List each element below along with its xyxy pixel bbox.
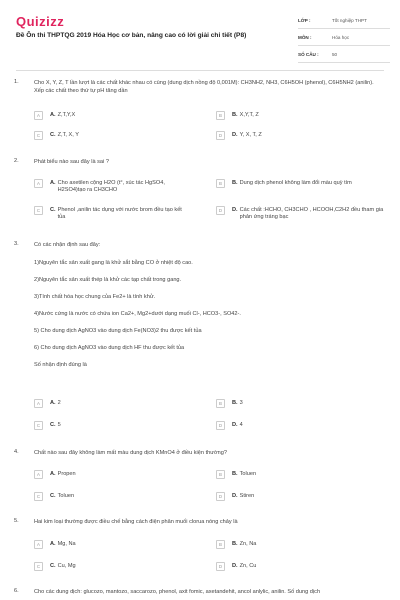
- option-letter-box: B: [216, 540, 225, 549]
- option-c[interactable]: [34, 493, 184, 501]
- option-label: C.: [50, 422, 56, 428]
- question-text: Chất nào sau đây không làm mất màu dung dịch KMnO4 ở điều kiện thường?: [34, 450, 227, 456]
- statement-line: 4)Nước cứng là nước có chứa ion Ca2+, Mg2+dưới dạng muối Cl-, HCO3-, SO42-.: [34, 311, 241, 317]
- option-letter-box: D: [216, 492, 225, 501]
- statement-line: 3)Tính chất hóa học chung của Fe2+ là tính khử.: [34, 294, 156, 300]
- option-letter-box: B: [216, 179, 225, 188]
- option-label: C.: [50, 493, 56, 499]
- meta-key: LỚP :: [298, 17, 311, 23]
- option-text: Zn, Cu: [239, 563, 257, 569]
- option-d[interactable]: [216, 422, 376, 430]
- option-text: Stiren: [239, 493, 255, 499]
- option-label: B.: [232, 112, 238, 118]
- option-letter-box: A: [34, 179, 43, 188]
- option-letter-box: A: [34, 111, 43, 120]
- option-label: C.: [50, 563, 56, 569]
- question-number: 3.: [14, 241, 19, 247]
- question-text: Phát biểu nào sau đây là sai ?: [34, 159, 109, 165]
- question-text: Cho các dung dịch: glucozo, mantozo, saccarozo, phenol, axit fomic, axetandehit, ancol anlylic, anilin. Số dung dịch: [34, 589, 321, 595]
- option-b[interactable]: [216, 541, 376, 549]
- option-d[interactable]: [216, 493, 376, 501]
- option-b[interactable]: [216, 180, 384, 188]
- option-text: 4: [239, 422, 243, 428]
- option-text: Toluen: [239, 471, 257, 477]
- option-letter-box: A: [34, 399, 43, 408]
- option-text: Mg, Na: [57, 541, 76, 547]
- option-a[interactable]: [34, 180, 184, 195]
- question-text: Hai kim loại thường được điều chế bằng cách điện phân muối clorua nóng chảy là: [34, 519, 238, 525]
- worksheet-header: [0, 0, 400, 70]
- option-letter-box: C: [34, 562, 43, 571]
- question-number: 4.: [14, 449, 19, 455]
- option-label: C.: [50, 207, 56, 213]
- question-number: 2.: [14, 158, 19, 164]
- option-letter-box: A: [34, 540, 43, 549]
- meta-key: MÔN :: [298, 34, 312, 40]
- option-letter-box: B: [216, 111, 225, 120]
- option-text: 3: [239, 400, 243, 406]
- option-letter-box: C: [34, 206, 43, 215]
- option-b[interactable]: [216, 400, 376, 408]
- option-label: B.: [232, 400, 238, 406]
- option-letter-box: C: [34, 131, 43, 140]
- option-letter-box: A: [34, 470, 43, 479]
- option-label: C.: [50, 132, 56, 138]
- option-d[interactable]: [216, 563, 376, 571]
- statement-line: 2)Nguyên tắc sản xuất thép là khử các tạp chất trong gang.: [34, 277, 182, 283]
- option-b[interactable]: [216, 471, 376, 479]
- option-letter-box: D: [216, 206, 225, 215]
- option-text: Y, X, T, Z: [239, 132, 262, 138]
- option-text: Cho axetilen cộng H2O (t°, xúc tác HgSO4, H2SO4)tạo ra CH3CHO: [57, 180, 165, 194]
- option-letter-box: B: [216, 470, 225, 479]
- option-label: A.: [50, 471, 56, 477]
- option-text: Cu, Mg: [57, 563, 76, 569]
- question-number: 5.: [14, 518, 19, 524]
- option-text: 2: [57, 400, 61, 406]
- option-c[interactable]: [34, 132, 184, 140]
- option-text: Zn, Na: [239, 541, 257, 547]
- option-label: A.: [50, 541, 56, 547]
- option-letter-box: D: [216, 421, 225, 430]
- meta-value: Hóa học: [332, 34, 350, 40]
- option-letter-box: B: [216, 399, 225, 408]
- option-label: D.: [232, 493, 238, 499]
- question-number: 6.: [14, 588, 19, 594]
- option-text: 5: [57, 422, 61, 428]
- option-label: D.: [232, 132, 238, 138]
- option-text: Phenol ,anilin tác dụng với nước brom đều tạo kết tủa: [57, 207, 182, 221]
- option-text: Các chất :HCHO, CH3CHO , HCOOH,C2H2 đều tham gia phản ứng tráng bạc: [239, 207, 384, 221]
- option-c[interactable]: [34, 207, 184, 222]
- option-b[interactable]: [216, 112, 376, 120]
- option-text: X,Y,T, Z: [239, 112, 259, 118]
- option-letter-box: D: [216, 562, 225, 571]
- option-letter-box: D: [216, 131, 225, 140]
- meta-row-class: [298, 12, 390, 29]
- meta-row-count: [298, 46, 390, 63]
- option-c[interactable]: [34, 563, 184, 571]
- option-label: A.: [50, 112, 56, 118]
- quizizz-logo: Quizizz: [16, 14, 65, 29]
- question-text: Cho X, Y, Z, T lần lượt là các chất khác nhau có cùng (dung dịch nồng độ 0,001M): CH3NH2, NH3, C6H5OH (phenol), C6H5NH2 (anilin). Xếp các chất theo thứ tự pH tăng dần: [34, 80, 374, 95]
- meta-row-subject: [298, 29, 390, 46]
- option-a[interactable]: [34, 400, 184, 408]
- option-label: B.: [232, 541, 238, 547]
- option-letter-box: C: [34, 492, 43, 501]
- option-text: Propen: [57, 471, 76, 477]
- statement-line: Số nhận định đúng là: [34, 362, 87, 368]
- option-d[interactable]: [216, 132, 376, 140]
- meta-value: 50: [332, 51, 338, 57]
- meta-value: Tốt nghiệp THPT: [332, 17, 367, 23]
- header-divider: [16, 70, 384, 71]
- option-c[interactable]: [34, 422, 184, 430]
- option-a[interactable]: [34, 541, 184, 549]
- option-a[interactable]: [34, 471, 184, 479]
- worksheet-title: Đề Ôn thi THPTQG 2019 Hóa Học cơ bản, nâng cao có lời giải chi tiết (P8): [16, 32, 247, 39]
- option-label: D.: [232, 422, 238, 428]
- option-text: Toluen: [57, 493, 75, 499]
- option-text: Z,T, X, Y: [57, 132, 79, 138]
- option-text: Z,T,Y,X: [57, 112, 76, 118]
- option-label: D.: [232, 207, 238, 213]
- option-d[interactable]: [216, 207, 384, 222]
- question-number: 1.: [14, 79, 19, 85]
- meta-key: SỐ CÂU :: [298, 51, 319, 57]
- option-label: D.: [232, 563, 238, 569]
- option-a[interactable]: [34, 112, 184, 120]
- option-text: Dung dịch phenol không làm đổi màu quỳ tím: [239, 180, 352, 186]
- question-text: Có các nhận định sau đây:: [34, 242, 101, 248]
- statement-line: 6) Cho dung dịch AgNO3 vào dung dịch HF thu được kết tủa: [34, 345, 185, 351]
- statement-line: 5) Cho dung dịch AgNO3 vào dung dịch Fe(NO3)2 thu được kết tủa: [34, 328, 202, 334]
- option-letter-box: C: [34, 421, 43, 430]
- meta-table: [298, 12, 390, 63]
- option-label: A.: [50, 400, 56, 406]
- option-label: A.: [50, 180, 56, 186]
- option-label: B.: [232, 471, 238, 477]
- option-label: B.: [232, 180, 238, 186]
- statement-line: 1)Nguyên tắc sản xuất gang là khử sắt bằng CO ở nhiệt độ cao.: [34, 260, 193, 266]
